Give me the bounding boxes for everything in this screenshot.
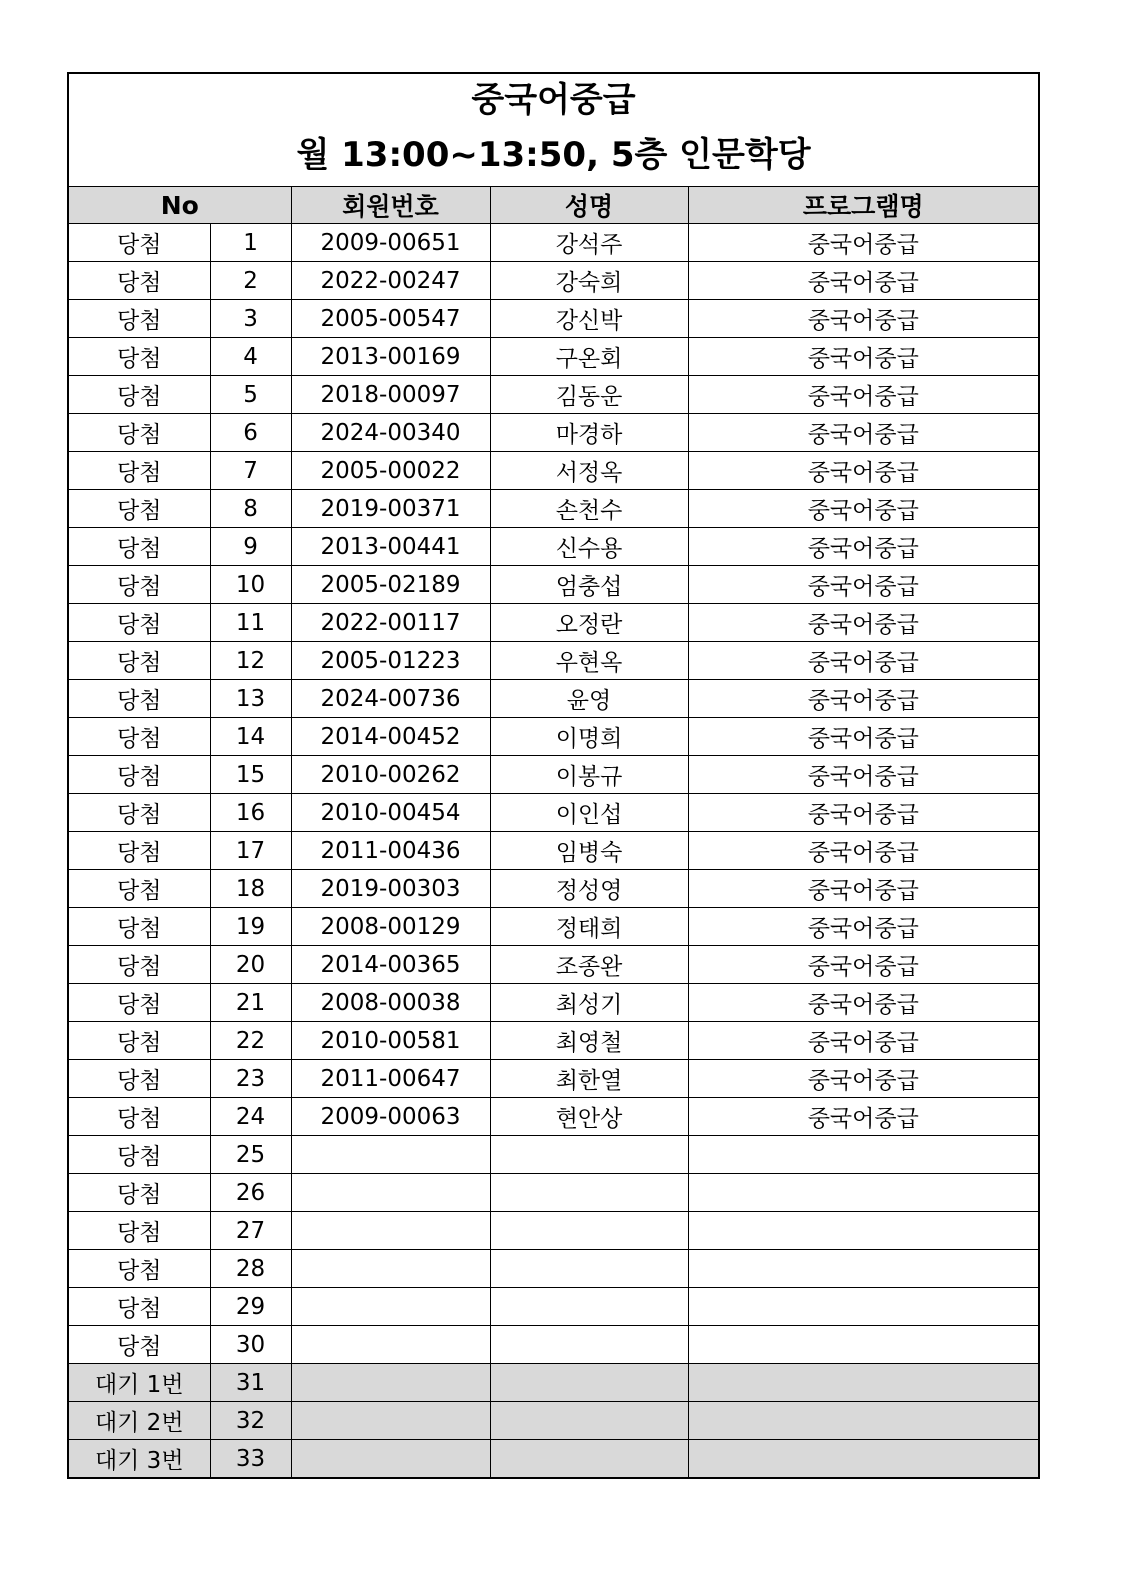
table-row — [69, 1288, 1038, 1326]
cell-member-id: 2005-01223 — [291, 642, 490, 680]
cell-program: 중국어중급 — [688, 300, 1038, 338]
cell-no: 19 — [210, 908, 291, 946]
cell-name: 강숙희 — [490, 262, 688, 300]
cell-status: 당첨 — [69, 908, 210, 946]
cell-name: 김동운 — [490, 376, 688, 414]
table-row — [69, 946, 1038, 984]
cell-program: 중국어중급 — [688, 376, 1038, 414]
cell-no: 15 — [210, 756, 291, 794]
cell-status: 당첨 — [69, 642, 210, 680]
cell-program: 중국어중급 — [688, 414, 1038, 452]
cell-name — [490, 1136, 688, 1174]
results-table — [69, 187, 1038, 1477]
cell-name: 강석주 — [490, 224, 688, 262]
cell-program — [688, 1174, 1038, 1212]
table-row — [69, 756, 1038, 794]
cell-member-id: 2013-00169 — [291, 338, 490, 376]
cell-name: 이인섭 — [490, 794, 688, 832]
cell-status: 당첨 — [69, 718, 210, 756]
table-row — [69, 414, 1038, 452]
cell-program: 중국어중급 — [688, 984, 1038, 1022]
cell-program: 중국어중급 — [688, 224, 1038, 262]
cell-program: 중국어중급 — [688, 1098, 1038, 1136]
cell-member-id: 2014-00365 — [291, 946, 490, 984]
cell-status: 당첨 — [69, 1250, 210, 1288]
cell-name: 최한열 — [490, 1060, 688, 1098]
cell-program — [688, 1250, 1038, 1288]
cell-no: 1 — [210, 224, 291, 262]
cell-no: 30 — [210, 1326, 291, 1364]
cell-member-id — [291, 1326, 490, 1364]
cell-member-id — [291, 1250, 490, 1288]
cell-member-id: 2005-02189 — [291, 566, 490, 604]
cell-no: 2 — [210, 262, 291, 300]
cell-name: 정태희 — [490, 908, 688, 946]
cell-no: 26 — [210, 1174, 291, 1212]
table-row — [69, 680, 1038, 718]
cell-status: 당첨 — [69, 452, 210, 490]
cell-member-id: 2011-00647 — [291, 1060, 490, 1098]
cell-name: 현안상 — [490, 1098, 688, 1136]
cell-program: 중국어중급 — [688, 680, 1038, 718]
waiting-row — [69, 1364, 1038, 1402]
cell-program: 중국어중급 — [688, 870, 1038, 908]
cell-no: 16 — [210, 794, 291, 832]
cell-status: 당첨 — [69, 1136, 210, 1174]
cell-no: 20 — [210, 946, 291, 984]
cell-program: 중국어중급 — [688, 452, 1038, 490]
cell-program: 중국어중급 — [688, 908, 1038, 946]
cell-name — [490, 1402, 688, 1440]
table-row — [69, 1326, 1038, 1364]
cell-no: 11 — [210, 604, 291, 642]
table-row — [69, 870, 1038, 908]
cell-status: 당첨 — [69, 376, 210, 414]
cell-program: 중국어중급 — [688, 718, 1038, 756]
cell-member-id: 2010-00262 — [291, 756, 490, 794]
cell-name: 이명희 — [490, 718, 688, 756]
cell-member-id: 2010-00454 — [291, 794, 490, 832]
cell-program: 중국어중급 — [688, 566, 1038, 604]
cell-member-id: 2005-00547 — [291, 300, 490, 338]
table-row — [69, 1136, 1038, 1174]
cell-program: 중국어중급 — [688, 528, 1038, 566]
table-row — [69, 718, 1038, 756]
cell-name: 정성영 — [490, 870, 688, 908]
table-header-row — [69, 187, 1038, 224]
cell-name: 최성기 — [490, 984, 688, 1022]
table-row — [69, 832, 1038, 870]
cell-no: 17 — [210, 832, 291, 870]
cell-member-id — [291, 1402, 490, 1440]
cell-program: 중국어중급 — [688, 756, 1038, 794]
cell-no: 23 — [210, 1060, 291, 1098]
cell-name: 최영철 — [490, 1022, 688, 1060]
cell-no: 22 — [210, 1022, 291, 1060]
cell-member-id — [291, 1288, 490, 1326]
cell-status: 당첨 — [69, 680, 210, 718]
cell-no: 33 — [210, 1440, 291, 1478]
page-subtitle: 월 13:00~13:50, 5층 인문학당 — [296, 135, 811, 175]
cell-no: 7 — [210, 452, 291, 490]
cell-member-id: 2024-00736 — [291, 680, 490, 718]
lottery-result-sheet — [67, 72, 1040, 1479]
cell-name — [490, 1174, 688, 1212]
cell-name — [490, 1364, 688, 1402]
cell-program — [688, 1326, 1038, 1364]
table-row — [69, 794, 1038, 832]
cell-program: 중국어중급 — [688, 262, 1038, 300]
cell-no: 24 — [210, 1098, 291, 1136]
table-row — [69, 528, 1038, 566]
cell-status: 대기 3번 — [69, 1440, 210, 1478]
cell-status: 당첨 — [69, 566, 210, 604]
cell-name: 구온회 — [490, 338, 688, 376]
cell-member-id — [291, 1136, 490, 1174]
cell-status: 당첨 — [69, 338, 210, 376]
cell-member-id: 2014-00452 — [291, 718, 490, 756]
cell-no: 31 — [210, 1364, 291, 1402]
cell-status: 당첨 — [69, 870, 210, 908]
cell-program — [688, 1212, 1038, 1250]
cell-no: 25 — [210, 1136, 291, 1174]
table-row — [69, 908, 1038, 946]
cell-no: 10 — [210, 566, 291, 604]
cell-no: 12 — [210, 642, 291, 680]
cell-status: 당첨 — [69, 1060, 210, 1098]
waiting-row — [69, 1402, 1038, 1440]
cell-status: 대기 2번 — [69, 1402, 210, 1440]
cell-program: 중국어중급 — [688, 1060, 1038, 1098]
cell-program — [688, 1440, 1038, 1478]
cell-member-id — [291, 1440, 490, 1478]
cell-status: 당첨 — [69, 224, 210, 262]
cell-name: 윤영 — [490, 680, 688, 718]
cell-no: 29 — [210, 1288, 291, 1326]
cell-status: 당첨 — [69, 414, 210, 452]
cell-status: 당첨 — [69, 1326, 210, 1364]
cell-name: 임병숙 — [490, 832, 688, 870]
cell-name — [490, 1326, 688, 1364]
cell-member-id: 2009-00651 — [291, 224, 490, 262]
cell-no: 3 — [210, 300, 291, 338]
table-row — [69, 262, 1038, 300]
cell-member-id: 2010-00581 — [291, 1022, 490, 1060]
cell-program: 중국어중급 — [688, 604, 1038, 642]
cell-program — [688, 1402, 1038, 1440]
cell-member-id — [291, 1364, 490, 1402]
cell-name: 신수용 — [490, 528, 688, 566]
table-row — [69, 224, 1038, 262]
table-row — [69, 604, 1038, 642]
waiting-row — [69, 1440, 1038, 1478]
cell-name — [490, 1250, 688, 1288]
cell-program — [688, 1364, 1038, 1402]
cell-name: 이봉규 — [490, 756, 688, 794]
cell-status: 당첨 — [69, 1212, 210, 1250]
table-row — [69, 1250, 1038, 1288]
header-member-id: 회원번호 — [291, 187, 490, 224]
table-row — [69, 642, 1038, 680]
table-row — [69, 566, 1038, 604]
cell-status: 당첨 — [69, 984, 210, 1022]
cell-no: 4 — [210, 338, 291, 376]
cell-status: 당첨 — [69, 1288, 210, 1326]
cell-status: 당첨 — [69, 756, 210, 794]
table-row — [69, 376, 1038, 414]
cell-member-id: 2022-00117 — [291, 604, 490, 642]
cell-no: 32 — [210, 1402, 291, 1440]
cell-member-id — [291, 1212, 490, 1250]
cell-program: 중국어중급 — [688, 794, 1038, 832]
header-name: 성명 — [490, 187, 688, 224]
table-row — [69, 1060, 1038, 1098]
cell-name — [490, 1288, 688, 1326]
cell-member-id: 2013-00441 — [291, 528, 490, 566]
cell-status: 당첨 — [69, 1022, 210, 1060]
cell-member-id: 2018-00097 — [291, 376, 490, 414]
cell-member-id: 2009-00063 — [291, 1098, 490, 1136]
cell-name: 서정옥 — [490, 452, 688, 490]
table-row — [69, 1098, 1038, 1136]
cell-name: 손천수 — [490, 490, 688, 528]
cell-program: 중국어중급 — [688, 832, 1038, 870]
cell-status: 당첨 — [69, 1098, 210, 1136]
cell-name: 엄충섭 — [490, 566, 688, 604]
cell-member-id: 2022-00247 — [291, 262, 490, 300]
cell-member-id: 2024-00340 — [291, 414, 490, 452]
cell-no: 27 — [210, 1212, 291, 1250]
table-row — [69, 300, 1038, 338]
header-no: No — [69, 187, 291, 224]
cell-no: 6 — [210, 414, 291, 452]
cell-status: 당첨 — [69, 300, 210, 338]
table-row — [69, 1174, 1038, 1212]
cell-no: 28 — [210, 1250, 291, 1288]
cell-name: 오정란 — [490, 604, 688, 642]
cell-status: 당첨 — [69, 1174, 210, 1212]
cell-program: 중국어중급 — [688, 946, 1038, 984]
cell-member-id: 2005-00022 — [291, 452, 490, 490]
cell-status: 당첨 — [69, 528, 210, 566]
cell-status: 당첨 — [69, 490, 210, 528]
cell-program: 중국어중급 — [688, 490, 1038, 528]
cell-member-id: 2019-00371 — [291, 490, 490, 528]
cell-status: 당첨 — [69, 946, 210, 984]
cell-member-id: 2008-00129 — [291, 908, 490, 946]
table-row — [69, 452, 1038, 490]
cell-member-id: 2011-00436 — [291, 832, 490, 870]
cell-no: 18 — [210, 870, 291, 908]
cell-name — [490, 1212, 688, 1250]
cell-status: 대기 1번 — [69, 1364, 210, 1402]
cell-status: 당첨 — [69, 604, 210, 642]
cell-name: 강신박 — [490, 300, 688, 338]
cell-program — [688, 1288, 1038, 1326]
title-block — [69, 74, 1038, 187]
cell-program — [688, 1136, 1038, 1174]
table-row — [69, 490, 1038, 528]
cell-name: 조종완 — [490, 946, 688, 984]
cell-status: 당첨 — [69, 794, 210, 832]
table-row — [69, 984, 1038, 1022]
cell-member-id — [291, 1174, 490, 1212]
cell-member-id: 2019-00303 — [291, 870, 490, 908]
cell-program: 중국어중급 — [688, 642, 1038, 680]
cell-no: 13 — [210, 680, 291, 718]
cell-no: 21 — [210, 984, 291, 1022]
cell-no: 14 — [210, 718, 291, 756]
cell-name: 우현옥 — [490, 642, 688, 680]
cell-no: 5 — [210, 376, 291, 414]
table-row — [69, 1212, 1038, 1250]
table-row — [69, 338, 1038, 376]
cell-name — [490, 1440, 688, 1478]
cell-status: 당첨 — [69, 262, 210, 300]
cell-no: 9 — [210, 528, 291, 566]
table-row — [69, 1022, 1038, 1060]
page-title: 중국어중급 — [471, 80, 636, 120]
cell-name: 마경하 — [490, 414, 688, 452]
cell-program: 중국어중급 — [688, 1022, 1038, 1060]
cell-status: 당첨 — [69, 832, 210, 870]
cell-no: 8 — [210, 490, 291, 528]
cell-program: 중국어중급 — [688, 338, 1038, 376]
cell-member-id: 2008-00038 — [291, 984, 490, 1022]
header-program: 프로그램명 — [688, 187, 1038, 224]
